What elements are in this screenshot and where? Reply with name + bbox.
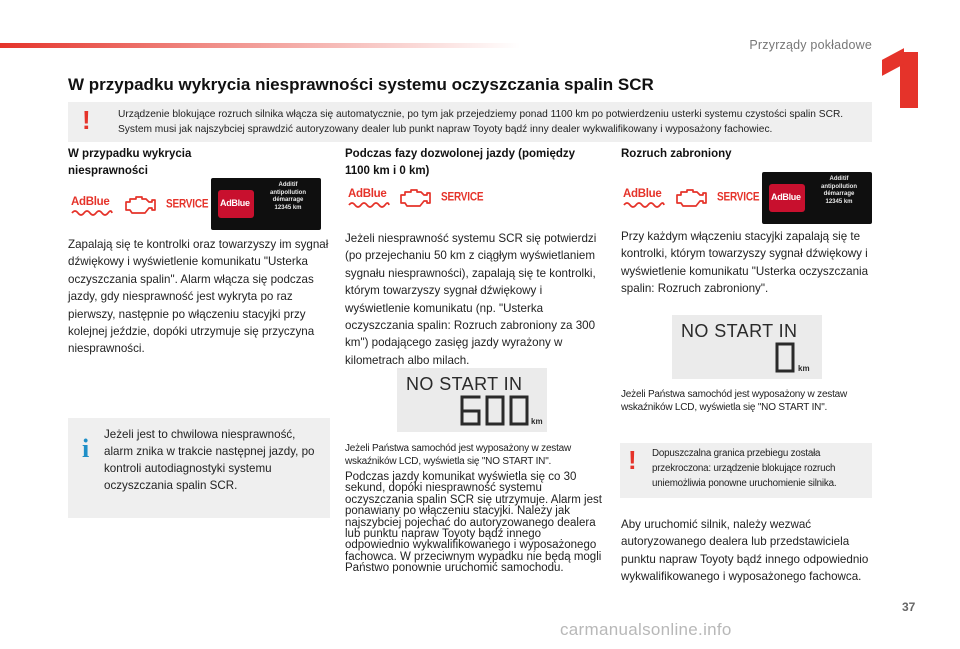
adblue-icon: AdBlue [348,188,392,210]
engine-warning-icon [123,194,157,216]
service-icon: SERVICE [441,191,484,204]
dash-display: AdBlue Additif antipollution démarrage 12345 km [211,178,321,230]
dash-display: AdBlue Additif antipollution démarrage 12345 km [762,172,872,224]
adblue-icon: AdBlue [71,196,115,218]
lcd-digits [459,394,543,428]
exclamation-icon: ! [82,105,91,135]
svg-text:km: km [531,417,543,426]
warning-box [68,102,872,142]
info-box [68,418,330,518]
page-title: W przypadku wykrycia niesprawności systemu oczyszczania spalin SCR [68,75,654,94]
engine-warning-icon [674,187,708,209]
section-title: Przyrządy pokładowe [749,38,872,52]
adblue-icon: AdBlue [623,188,667,210]
no-start-display: NO START IN km [672,315,822,379]
header-accent-bar [0,43,520,48]
col2-heading: Podczas fazy dozwolonej jazdy (pomiędzy 1100 km i 0 km) [345,148,576,177]
service-icon: SERVICE [717,191,760,204]
service-icon: SERVICE [166,198,209,211]
info-icon: i [82,434,90,463]
svg-text:km: km [798,364,810,373]
col3-heading: Rozruch zabroniony [621,148,732,160]
engine-warning-icon [398,187,432,209]
warning-box [620,443,872,498]
col2-body2: Podczas jazdy komunikat wyświetla się co 30 sekund, dopóki niesprawność systemu oczyszczania spalin SCR się utrzymuje. Alarm jest ponawiany po włączeniu stacyjki. Należy jak najszybciej pojechać do autoryzowanego dealera lub punktu napraw Toyoty bądź innego odpowiednio wykwalifikowanego i wyposażonego fachowca. W przeciwnym wypadku nie będą mogli Państwo ponownie uruchomić samochodu. [345,471,602,575]
watermark: carmanualsonline.info [560,620,732,639]
no-start-display: NO START IN km [397,368,547,432]
col3-body2: Aby uruchomić silnik, należy wezwać autoryzowanego dealera lub przedstawiciela punktu napraw Toyoty bądź innego odpowiednio wykwalifikowanego i wyposażonego fachowca. [621,518,869,584]
col1-body: Zapalają się te kontrolki oraz towarzyszy im sygnał dźwiękowy i wyświetlenie komunikatu "Usterka oczyszczania spalin". Alarm włącza się podczas jazdy, gdy niesprawność jest wykryta po raz pierwszy, następnie po włączeniu stacyjki przy kolejnej jeździe, dopóki utrzymuje się przyczyna niesprawności. [68,238,329,356]
warning-text: Urządzenie blokujące rozruch silnika włącza się automatycznie, po tym jak przejedziemy ponad 1100 km po potwierdzeniu usterki systemu czystości spalin SCR. System musi jak najszybciej sprawdzić autoryzowany dealer lub punkt napraw Toyoty bądź inny dealer wykwalifikowany i wyposażony fachowiec. [118,109,844,135]
col2-caption: Jeżeli Państwa samochód jest wyposażony w zestaw wskaźników LCD, wyświetla się "NO START IN". [345,443,572,467]
info-text: Jeżeli jest to chwilowa niesprawność, alarm znika w trakcie następnej jazdy, po kontroli autodiagnostyki systemu oczyszczania spalin SCR. [104,428,315,492]
col3-body: Przy każdym włączeniu stacyjki zapalają się te kontrolki, którym towarzyszy sygnał dźwiękowy i wyświetlenie komunikatu "Usterka oczyszczania spalin: Rozruch zabroniony". [621,230,869,296]
warning-text: Dopuszczalna granica przebiegu została przekroczona: urządzenie blokujące rozruch uniemożliwia ponowne uruchomienie silnika. [652,448,837,490]
lcd-digits [774,341,818,375]
col1-heading: W przypadku wykrycia niesprawności [68,148,192,177]
col3-caption: Jeżeli Państwa samochód jest wyposażony w zestaw wskaźników LCD, wyświetla się "NO START IN". [621,389,848,413]
chapter-number-1 [876,52,934,108]
page-number: 37 [902,600,916,614]
exclamation-icon: ! [628,445,637,475]
col2-body: Jeżeli niesprawność systemu SCR się potwierdzi (po przejechaniu 50 km z ciągłym wyświetlaniem sygnału niesprawności), zapalają się te kontrolki, którym towarzyszy sygnał dźwiękowy i wyświetlenie komunikatu (np. "Usterka oczyszczania spalin: Rozruch zabroniony za 300 km") podającego zasięg jazdy wyrażony w kilometrach albo milach. [345,232,597,367]
